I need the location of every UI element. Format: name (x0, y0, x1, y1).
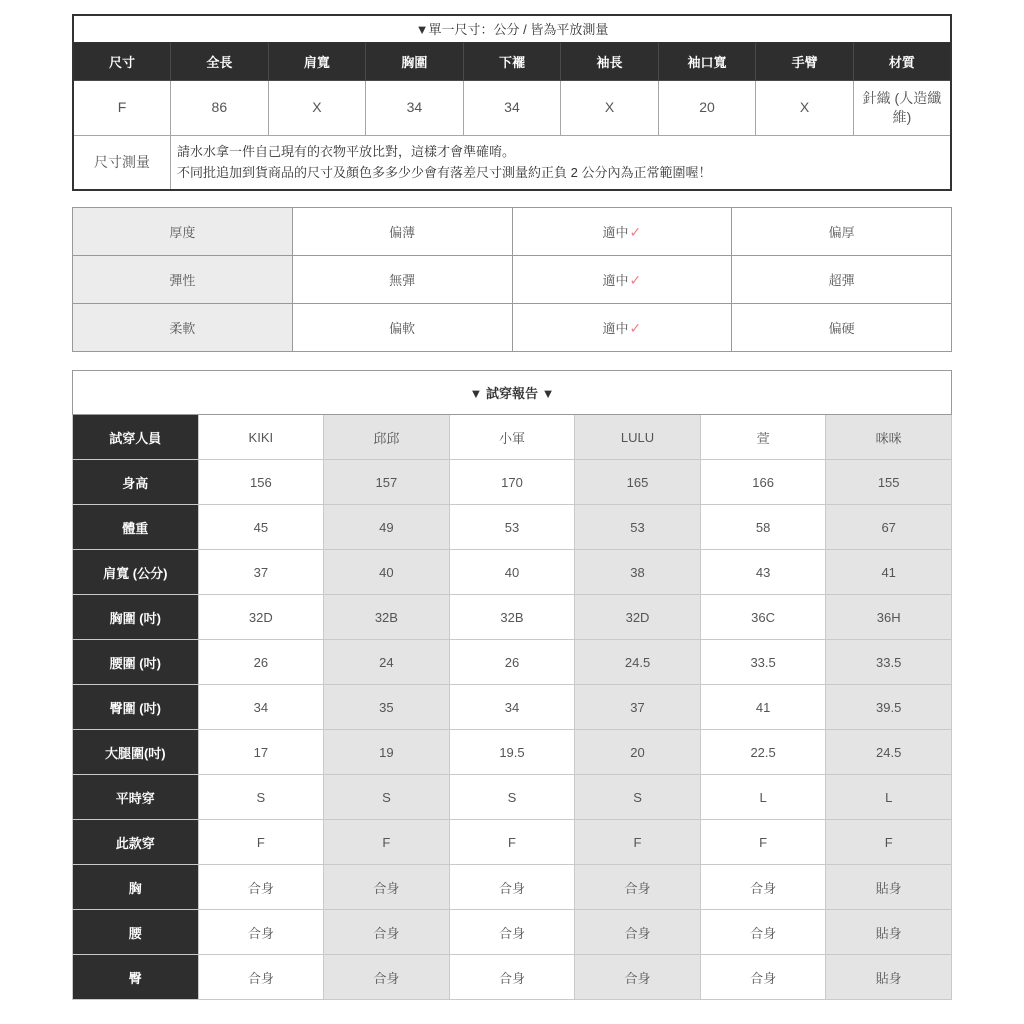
fit-cell: S (575, 775, 701, 820)
size-value-cell: 20 (658, 80, 756, 135)
fit-report-title-row (73, 371, 952, 415)
table-row-usual-size (73, 775, 952, 820)
fit-cell: 合身 (324, 865, 450, 910)
fit-cell: 22.5 (700, 730, 826, 775)
fit-cell: F (198, 820, 324, 865)
fit-cell: 貼身 (826, 865, 952, 910)
fit-cell: 156 (198, 460, 324, 505)
fit-cell: 34 (198, 685, 324, 730)
texture-option-text: 適中 (602, 321, 629, 336)
fit-cell: F (700, 820, 826, 865)
texture-option-text: 適中 (602, 225, 629, 240)
fit-cell: 合身 (575, 910, 701, 955)
table-row-hip (73, 685, 952, 730)
size-note-row (73, 135, 951, 190)
fit-cell: 41 (700, 685, 826, 730)
check-icon: ✓ (629, 224, 642, 240)
table-row-bust-fit (73, 865, 952, 910)
fit-row-label: 胸圍 (吋) (73, 595, 199, 640)
fit-row-label: 腰圍 (吋) (73, 640, 199, 685)
fit-row-label: 腰 (73, 910, 199, 955)
texture-option-selected (512, 208, 732, 256)
fit-cell: 合身 (700, 955, 826, 1000)
fit-cell: 43 (700, 550, 826, 595)
table-row-weight (73, 505, 952, 550)
fit-cell: 166 (700, 460, 826, 505)
fit-row-label: 臀 (73, 955, 199, 1000)
fit-cell: 32D (575, 595, 701, 640)
fit-row-label: 體重 (73, 505, 199, 550)
fit-cell: S (449, 775, 575, 820)
fit-cell: L (826, 775, 952, 820)
fit-cell: 58 (700, 505, 826, 550)
fit-cell: 20 (575, 730, 701, 775)
size-note-line-1: 請水水拿一件自己現有的衣物平放比對，這樣才會準確唷。 (177, 143, 516, 159)
table-row-waist (73, 640, 952, 685)
size-table-title-row (73, 15, 951, 42)
table-row-hip-fit (73, 955, 952, 1000)
size-note-label: 尺寸測量 (73, 135, 171, 190)
fit-cell: S (324, 775, 450, 820)
fit-cell: 邱邱 (324, 415, 450, 460)
fit-cell: KIKI (198, 415, 324, 460)
fit-cell: 合身 (449, 910, 575, 955)
size-header-cell: 尺寸 (73, 42, 171, 80)
fit-cell: 合身 (324, 910, 450, 955)
texture-option: 無彈 (292, 256, 512, 304)
fit-cell: S (198, 775, 324, 820)
size-value-cell: 34 (366, 80, 464, 135)
size-value-cell-material: 針織 (人造纖維) (853, 80, 951, 135)
table-row-shoulder (73, 550, 952, 595)
fit-cell: 17 (198, 730, 324, 775)
texture-option: 偏厚 (732, 208, 952, 256)
fit-report-table (72, 370, 952, 1000)
fit-cell: 小軍 (449, 415, 575, 460)
fit-cell: F (449, 820, 575, 865)
size-value-cell: X (561, 80, 659, 135)
fit-cell: 40 (324, 550, 450, 595)
fit-cell: 合身 (700, 865, 826, 910)
texture-option-selected (512, 304, 732, 352)
texture-row-label: 厚度 (73, 208, 293, 256)
fit-cell: 合身 (575, 955, 701, 1000)
fit-cell: 貼身 (826, 910, 952, 955)
table-row-height (73, 460, 952, 505)
fit-cell: 咪咪 (826, 415, 952, 460)
fit-cell: 155 (826, 460, 952, 505)
fit-cell: 36H (826, 595, 952, 640)
table-row-softness (73, 304, 952, 352)
size-value-cell: 34 (463, 80, 561, 135)
fit-cell: 26 (449, 640, 575, 685)
size-header-cell: 材質 (853, 42, 951, 80)
fit-cell: 19.5 (449, 730, 575, 775)
fit-row-label: 此款穿 (73, 820, 199, 865)
fit-cell: 157 (324, 460, 450, 505)
fit-cell: 170 (449, 460, 575, 505)
fit-row-label: 大腿圍(吋) (73, 730, 199, 775)
texture-option: 超彈 (732, 256, 952, 304)
table-row-thigh (73, 730, 952, 775)
size-table-title: ▼單一尺寸：公分 / 皆為平放測量 (73, 15, 951, 42)
fit-cell: 24.5 (575, 640, 701, 685)
texture-option: 偏薄 (292, 208, 512, 256)
fit-row-label: 臀圍 (吋) (73, 685, 199, 730)
fit-cell: 38 (575, 550, 701, 595)
fit-cell: 34 (449, 685, 575, 730)
fit-cell: L (700, 775, 826, 820)
fit-cell: 37 (575, 685, 701, 730)
size-header-cell: 下襬 (463, 42, 561, 80)
fit-cell: 37 (198, 550, 324, 595)
fit-row-label: 肩寬 (公分) (73, 550, 199, 595)
fit-cell: 41 (826, 550, 952, 595)
size-value-cell: F (73, 80, 171, 135)
fit-row-label: 平時穿 (73, 775, 199, 820)
fit-cell: 67 (826, 505, 952, 550)
texture-row-label: 柔軟 (73, 304, 293, 352)
texture-option-selected (512, 256, 732, 304)
size-table-header-row (73, 42, 951, 80)
size-value-cell: X (756, 80, 854, 135)
table-row-bust (73, 595, 952, 640)
fit-cell: 貼身 (826, 955, 952, 1000)
fit-row-label: 試穿人員 (73, 415, 199, 460)
fit-cell: 39.5 (826, 685, 952, 730)
table-row-this-size (73, 820, 952, 865)
fit-cell: 53 (575, 505, 701, 550)
texture-option: 偏軟 (292, 304, 512, 352)
fit-cell: 165 (575, 460, 701, 505)
fit-cell: 24 (324, 640, 450, 685)
size-value-cell: X (268, 80, 366, 135)
size-header-cell: 全長 (171, 42, 269, 80)
fit-cell: 35 (324, 685, 450, 730)
fit-cell: 24.5 (826, 730, 952, 775)
fit-cell: 萱 (700, 415, 826, 460)
fit-cell: 19 (324, 730, 450, 775)
fit-cell: 合身 (575, 865, 701, 910)
fit-cell: 合身 (700, 910, 826, 955)
size-header-cell: 肩寬 (268, 42, 366, 80)
size-header-cell: 手臂 (756, 42, 854, 80)
texture-option-text: 適中 (602, 273, 629, 288)
size-header-cell: 袖口寬 (658, 42, 756, 80)
fit-cell: 33.5 (700, 640, 826, 685)
table-row-tester (73, 415, 952, 460)
fit-cell: F (324, 820, 450, 865)
fit-row-label: 身高 (73, 460, 199, 505)
fit-row-label: 胸 (73, 865, 199, 910)
size-header-cell: 袖長 (561, 42, 659, 80)
fit-cell: 33.5 (826, 640, 952, 685)
check-icon: ✓ (629, 272, 642, 288)
fit-cell: 合身 (198, 955, 324, 1000)
size-table-value-row (73, 80, 951, 135)
fit-cell: 36C (700, 595, 826, 640)
fit-cell: 合身 (449, 955, 575, 1000)
size-measurement-table (72, 14, 952, 191)
fit-cell: 合身 (198, 865, 324, 910)
fit-cell: 32D (198, 595, 324, 640)
fit-cell: 53 (449, 505, 575, 550)
fit-report-title: ▼ 試穿報告 ▼ (73, 371, 952, 415)
fit-cell: 45 (198, 505, 324, 550)
fit-cell: F (575, 820, 701, 865)
fit-cell: F (826, 820, 952, 865)
texture-option: 偏硬 (732, 304, 952, 352)
fit-cell: 40 (449, 550, 575, 595)
table-row-thickness (73, 208, 952, 256)
size-value-cell: 86 (171, 80, 269, 135)
check-icon: ✓ (629, 320, 642, 336)
table-row-waist-fit (73, 910, 952, 955)
texture-row-label: 彈性 (73, 256, 293, 304)
size-note-text (171, 135, 951, 190)
fit-cell: 合身 (449, 865, 575, 910)
fit-cell: 49 (324, 505, 450, 550)
fit-cell: 合身 (324, 955, 450, 1000)
table-row-elasticity (73, 256, 952, 304)
fit-cell: LULU (575, 415, 701, 460)
fit-cell: 合身 (198, 910, 324, 955)
texture-table (72, 207, 952, 352)
size-note-line-2: 不同批追加到貨商品的尺寸及顏色多多少少會有落差尺寸測量約正負 2 公分內為正常範圍喔！ (177, 165, 712, 181)
fit-cell: 32B (324, 595, 450, 640)
fit-cell: 32B (449, 595, 575, 640)
size-header-cell: 胸圍 (366, 42, 464, 80)
fit-cell: 26 (198, 640, 324, 685)
